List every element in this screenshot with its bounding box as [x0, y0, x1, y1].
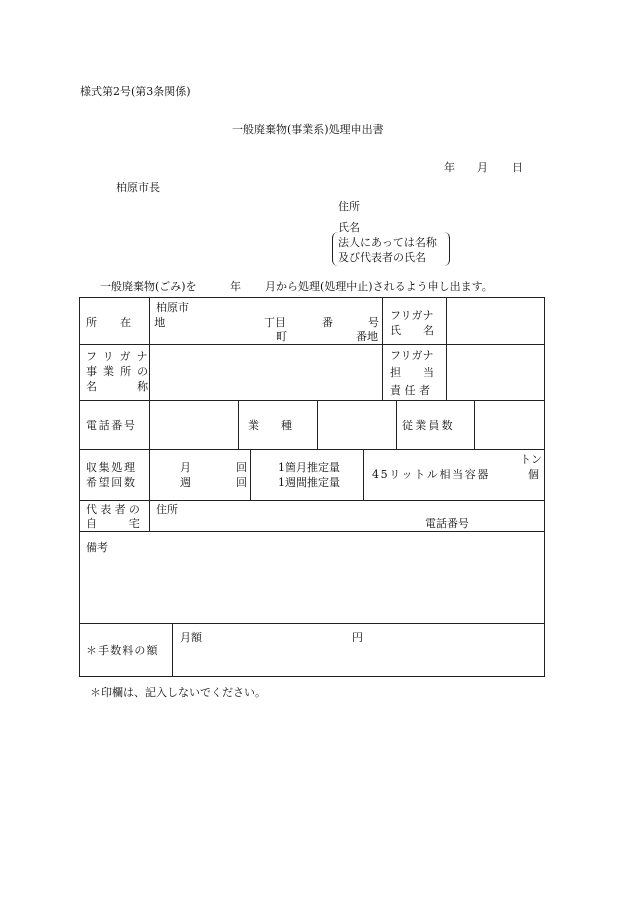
applicant-name-label: 氏名: [338, 221, 360, 234]
employees-input[interactable]: [477, 403, 541, 446]
business-name-input[interactable]: [152, 347, 380, 397]
document-title: 一般廃棄物(事業系)処理申出書: [232, 123, 384, 136]
applicant-name-input[interactable]: [449, 302, 541, 342]
contact-label-line2: 責 任 者: [390, 384, 430, 397]
rep-address-label: 住所: [156, 503, 178, 516]
contact-label-line1: 担 当: [390, 366, 434, 379]
collection-week-times: 回: [236, 476, 247, 489]
monthly-estimate-label: 1箇月推定量: [278, 461, 340, 474]
remarks-label: 備考: [86, 541, 108, 554]
location-label: 所 在 地: [86, 316, 172, 329]
corporate-note-line2: 及び代表者の氏名: [338, 251, 426, 264]
phone-input[interactable]: [152, 403, 236, 446]
statement-part1: 一般廃棄物(ごみ)を: [100, 280, 197, 293]
collection-month: 月: [180, 461, 191, 474]
footer-note: ＊印欄は、記入しないでください。: [90, 686, 266, 699]
collection-label-line1: 収集処理: [86, 461, 137, 474]
weekly-estimate-label: 1週間推定量: [278, 476, 340, 489]
phone-label: 電話番号: [86, 419, 137, 432]
ton-unit: トン: [520, 453, 542, 466]
application-form-table: [79, 297, 545, 677]
industry-input[interactable]: [320, 403, 394, 446]
location-chome: 丁目: [264, 316, 286, 329]
addressee: 柏原市長: [116, 181, 160, 194]
statement-year: 年: [230, 280, 241, 293]
yen-unit: 円: [352, 631, 363, 644]
date-day-label: 日: [512, 161, 523, 174]
collection-label-line2: 希望回数: [86, 476, 137, 489]
business-name-label-line1: 事業所の: [86, 365, 155, 378]
applicant-name-field-label: 氏 名: [390, 324, 434, 337]
corporate-note-line1: 法人にあっては名称: [338, 236, 437, 249]
collection-month-times: 回: [236, 461, 247, 474]
statement-part2: 月から処理(処理中止)されるよう申し出ます。: [265, 280, 493, 293]
location-banchi: 番地: [356, 330, 378, 343]
employees-label: 従業員数: [402, 419, 455, 432]
rep-home-label-line1: 代表者の: [86, 503, 144, 516]
corporate-note: [338, 235, 437, 265]
location-go: 号: [368, 316, 379, 329]
location-ban: 番: [322, 316, 333, 329]
monthly-amount-label: 月額: [180, 631, 202, 644]
location-input[interactable]: [152, 302, 380, 342]
pieces-unit: 個: [528, 468, 539, 481]
fee-label: ＊手数料の額: [86, 644, 159, 657]
business-furigana-label: フリガナ: [86, 350, 154, 363]
date-year-label: 年: [444, 161, 455, 174]
container-label: 45リットル相当容器: [372, 468, 491, 481]
remarks-input[interactable]: [84, 556, 540, 620]
rep-home-label-line2: 自 宅: [86, 517, 144, 530]
location-cho: 町: [276, 330, 287, 343]
location-city: 柏原市: [156, 301, 189, 314]
applicant-furigana-label: フリガナ: [390, 309, 434, 322]
rep-phone-label: 電話番号: [425, 517, 469, 530]
date-month-label: 月: [477, 161, 488, 174]
applicant-address-label: 住所: [338, 200, 360, 213]
contact-person-input[interactable]: [449, 347, 541, 397]
contact-furigana-label: フリガナ: [390, 349, 434, 362]
business-name-label-line2: 名 称: [86, 380, 155, 393]
industry-label: 業 種: [248, 419, 292, 432]
collection-week: 週: [180, 476, 191, 489]
form-number: 様式第2号(第3条関係): [80, 85, 191, 98]
